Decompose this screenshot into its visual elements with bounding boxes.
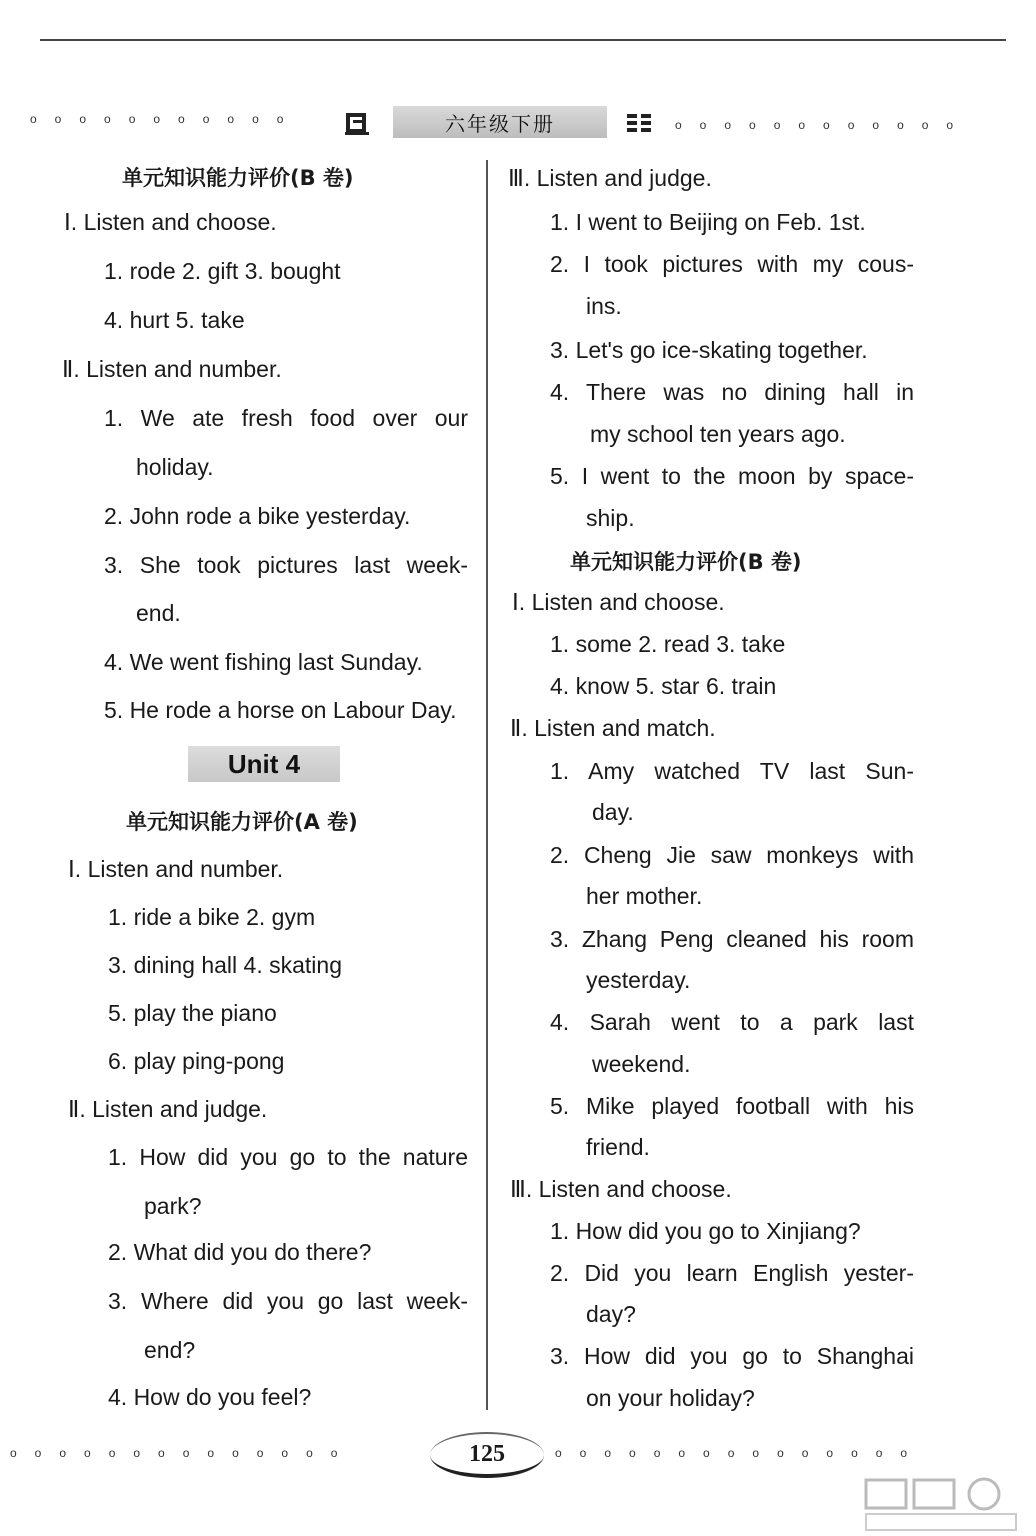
header-dots-left: ooooooooooo <box>30 112 302 126</box>
question-heading: Ⅱ. Listen and match. <box>510 715 716 741</box>
answer-row: 6. play ping-pong <box>108 1048 285 1074</box>
answer-item: 4. How do you feel? <box>108 1384 312 1410</box>
answer-item-cont: day? <box>586 1301 636 1327</box>
answer-item: 3. Let's go ice-skating together. <box>550 337 868 363</box>
answer-item-cont: on your holiday? <box>586 1385 755 1411</box>
answer-item: 2. What did you do there? <box>108 1239 372 1265</box>
column-divider <box>486 160 488 1410</box>
answer-item: 2. Did you learn English yester- <box>550 1260 914 1286</box>
watermark-logo <box>860 1476 1030 1536</box>
answer-item-cont: yesterday. <box>586 967 691 993</box>
page-number: 125 <box>430 1432 544 1478</box>
answer-item: 3. Where did you go last week- <box>108 1288 468 1314</box>
answer-item: 1. How did you go to the nature <box>108 1144 468 1170</box>
answer-item-cont: day. <box>592 799 634 825</box>
question-heading: Ⅲ. Listen and choose. <box>510 1176 732 1202</box>
answer-item-cont: weekend. <box>592 1051 691 1077</box>
answer-item-cont: end. <box>136 600 181 626</box>
answer-row: 1. ride a bike 2. gym <box>108 904 316 930</box>
answer-row: 1. some 2. read 3. take <box>550 631 786 657</box>
question-heading: Ⅱ. Listen and number. <box>62 356 282 382</box>
answer-item: 1. We ate fresh food over our <box>104 405 468 431</box>
answer-item-cont: ins. <box>586 293 622 319</box>
section-title-b: 单元知识能力评价(B 卷) <box>122 166 354 190</box>
book-icon <box>343 110 371 136</box>
answer-item: 4. Sarah went to a park last <box>550 1009 914 1035</box>
answer-item: 5. I went to the moon by space- <box>550 463 914 489</box>
answer-row: 4. hurt 5. take <box>104 307 245 333</box>
answer-item: 3. Zhang Peng cleaned his room <box>550 926 914 952</box>
answer-item: 5. He rode a horse on Labour Day. <box>104 697 457 723</box>
answer-item-cont: friend. <box>586 1134 650 1160</box>
question-heading: Ⅰ. Listen and choose. <box>64 209 277 235</box>
grade-banner: 六年级下册 <box>393 106 607 138</box>
answer-row: 1. rode 2. gift 3. bought <box>104 258 341 284</box>
answer-item-cont: her mother. <box>586 883 703 909</box>
header-rule <box>40 39 1006 41</box>
answer-item-cont: my school ten years ago. <box>590 421 846 447</box>
section-title-b: 单元知识能力评价(B 卷) <box>570 550 802 574</box>
question-heading: Ⅱ. Listen and judge. <box>68 1096 268 1122</box>
answer-item: 4. There was no dining hall in <box>550 379 914 405</box>
answer-row: 3. dining hall 4. skating <box>108 952 342 978</box>
question-heading: Ⅰ. Listen and number. <box>68 856 284 882</box>
answer-item-cont: end? <box>144 1337 196 1363</box>
question-heading: Ⅲ. Listen and judge. <box>508 165 712 191</box>
answer-item-cont: park? <box>144 1193 202 1219</box>
answer-row: 4. know 5. star 6. train <box>550 673 777 699</box>
answer-item: 2. Cheng Jie saw monkeys with <box>550 842 914 868</box>
unit-heading: Unit 4 <box>188 746 340 782</box>
answer-item-cont: holiday. <box>136 454 214 480</box>
answer-item: 1. I went to Beijing on Feb. 1st. <box>550 209 866 235</box>
question-heading: Ⅰ. Listen and choose. <box>512 589 725 615</box>
footer-dots-right: ooooooooooooooo <box>555 1446 926 1460</box>
footer-dots-left: oooooooooooooo <box>10 1446 356 1460</box>
answer-item: 4. We went fishing last Sunday. <box>104 649 423 675</box>
answer-row: 5. play the piano <box>108 1000 277 1026</box>
answer-item: 5. Mike played football with his <box>550 1093 914 1119</box>
answer-item: 1. How did you go to Xinjiang? <box>550 1218 861 1244</box>
answer-item: 3. How did you go to Shanghai <box>550 1343 914 1369</box>
answer-item: 2. John rode a bike yesterday. <box>104 503 411 529</box>
answer-item: 1. Amy watched TV last Sun- <box>550 758 914 784</box>
answer-item: 2. I took pictures with my cous- <box>550 251 914 277</box>
answer-item-cont: ship. <box>586 505 635 531</box>
section-title-a: 单元知识能力评价(A 卷) <box>126 810 358 834</box>
header-dots-right: oooooooooooo <box>675 118 972 132</box>
answer-item: 3. She took pictures last week- <box>104 552 468 578</box>
flag-icon <box>625 112 653 134</box>
